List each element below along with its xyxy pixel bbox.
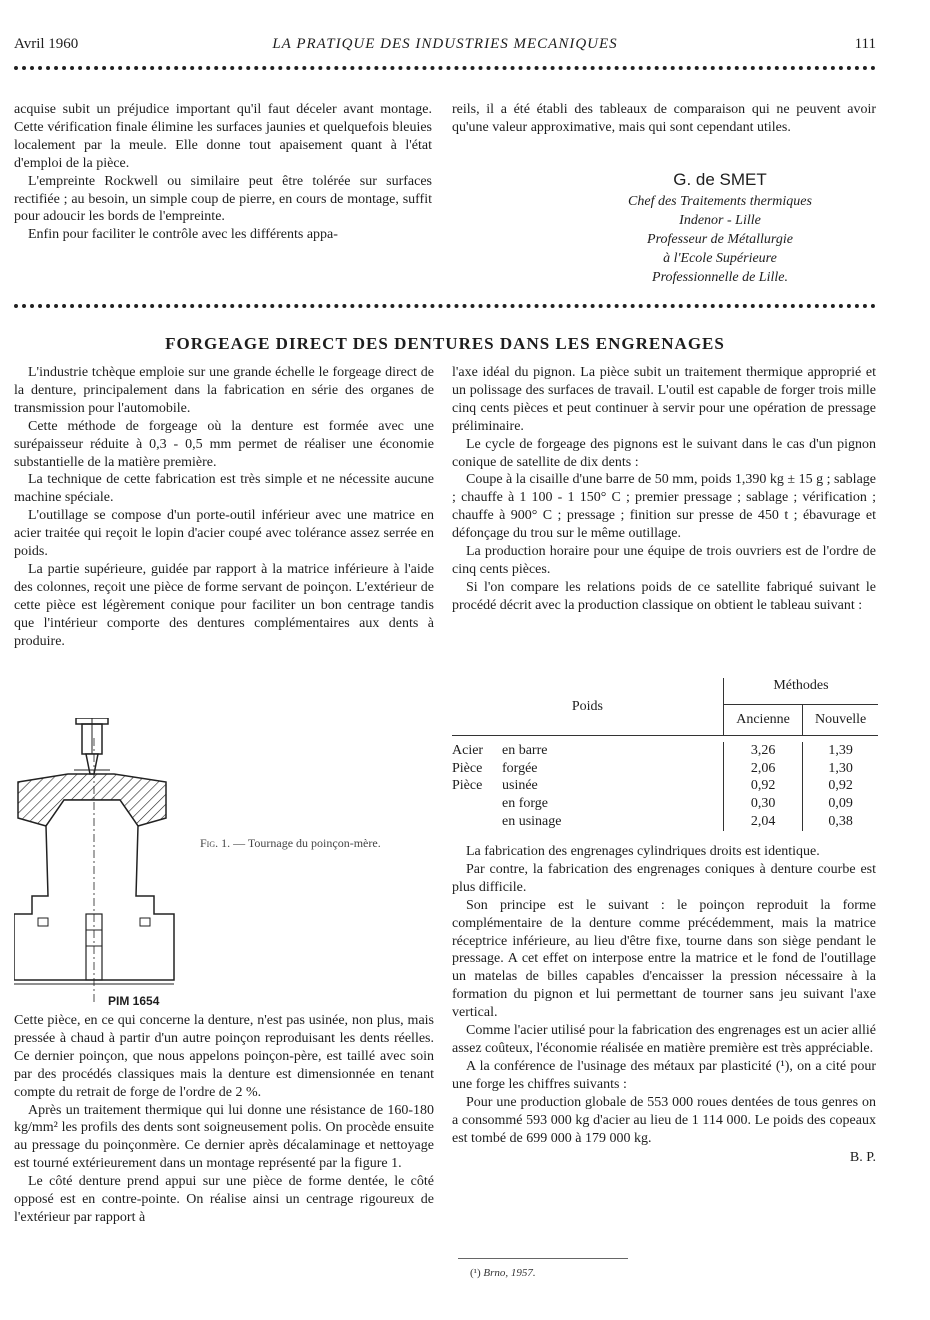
article-left-column-continued [14, 1012, 434, 1227]
figure-caption [200, 836, 440, 851]
figure-label: Fig. 1. [200, 836, 231, 850]
paragraph: reils, il a été établi des tableaux de comparaison qui ne peuvent avoir qu'une valeur approximative, mais qui sont cependant utiles. [452, 102, 876, 135]
paragraph: Cette pièce, en ce qui concerne la denture, n'est pas usinée, non plus, mais pressée à chaud à partir d'un autre poinçon reproduisant les dents réelles. Ce dernier poinçon, que nous appelons poinçon-père, est taillé avec soin par des procédés classiques mais la denture est dimensionnée en tenant compte du retrait de forge de l'ordre de 2 %. [14, 1013, 434, 1100]
table-row [452, 813, 878, 831]
header-date: Avril 1960 [14, 36, 79, 52]
paragraph: Après un traitement thermique qui lui donne une résistance de 160-180 kg/mm² les profils des dents sont soigneusement polis. On procède ensuite au pressage du poinçonmère. Ce dernier après décalaminage et nettoyage est tourné extérieurement dans un montage représenté par la figure 1. [14, 1102, 434, 1172]
table-cell: 0,92 [723, 778, 802, 796]
top-right-column [452, 101, 876, 137]
paragraph: Coupe à la cisaille d'une barre de 50 mm, poids 1,390 kg ± 15 g ; sablage ; chauffe à 1 100 - 1 150° C ; premier pressage ; sablage ; vérification ; chauffe à 900° C ; pressage ; finition sur presse de 450 t ; ébavurage et défonçage du trou sur le même outillage. [452, 472, 876, 542]
footnote-rule [458, 1258, 628, 1259]
header-rule [14, 66, 876, 70]
paragraph: La technique de cette fabrication est très simple et ne nécessite aucune machine spéciale. [14, 472, 434, 506]
section-rule [14, 304, 876, 308]
table-header-nouvelle: Nouvelle [814, 712, 867, 727]
paragraph: A la conférence de l'usinage des métaux par plasticité (¹), on a cité pour une forge les chiffres suivants : [452, 1058, 876, 1092]
table-cell: en barre [502, 742, 723, 760]
paragraph: acquise subit un préjudice important qu'il faut déceler avant montage. Cette vérification finale élimine les surfaces jaunies et quelquefois bleuies localement par la meule. Elle donne tout apaisement quant à l'état d'emploi de la pièce. [14, 102, 432, 171]
table-cell: Acier [452, 742, 484, 758]
footnote [470, 1267, 536, 1279]
table-header-poids: Poids [452, 678, 723, 736]
table-row [452, 795, 878, 813]
paragraph: Par contre, la fabrication des engrenages coniques à denture courbe est plus difficile. [452, 861, 876, 895]
table-cell [452, 795, 502, 813]
table-cell: 0,92 [828, 778, 853, 794]
top-left-column [14, 101, 432, 244]
table-row [452, 742, 878, 760]
figure-code: PIM 1654 [108, 994, 160, 1008]
table-cell: usinée [502, 778, 723, 796]
table-cell: 1,30 [828, 760, 853, 776]
paragraph: l'axe idéal du pignon. La pièce subit un traitement thermique approprié et un polissage des surfaces de travail. L'outil est capable de forger trois mille cinq cents pièces et peut continuer à servir pour une opération de pressage préliminaire. [452, 365, 876, 434]
author-initials: B. P. [849, 1150, 876, 1166]
paragraph: Le côté denture prend appui sur une pièce de forme dentée, le côté opposé est en contre-pointe. On réalise ainsi un centrage rigoureux de l'extérieur par rapport à [14, 1174, 434, 1225]
table-cell: 3,26 [723, 742, 802, 760]
paragraph: Pour une production globale de 553 000 roues dentées de tous genres on a consommé 593 000 kg d'acier au lieu de 1 114 000. Le poids des copeaux est tombé de 699 000 à 179 000 kg. [452, 1094, 876, 1146]
table-header-ancienne: Ancienne [723, 705, 802, 736]
footnote-mark: (¹) [470, 1267, 481, 1279]
signature-block [560, 170, 880, 287]
table-cell: en forge [502, 795, 723, 813]
author-title: Professeur de Métallurgie [647, 232, 793, 247]
author-name: G. de SMET [673, 170, 767, 189]
paragraph: Comme l'acier utilisé pour la fabrication des engrenages est un acier allié assez coûteux, l'économie réalisée en matière première est très appréciable. [452, 1023, 876, 1056]
table-cell: forgée [502, 760, 723, 778]
author-title: à l'Ecole Supérieure [663, 251, 777, 266]
paragraph: Cette méthode de forgeage où la denture est formée avec une surépaisseur réduite à 0,3 - 0,5 mm permet de réaliser une économie substantielle de la matière première. [14, 418, 434, 470]
paragraph: Enfin pour faciliter le contrôle avec les différents appa- [28, 227, 338, 243]
table-cell: 0,09 [828, 796, 853, 812]
paragraph: La fabrication des engrenages cylindriques droits est identique. [466, 844, 820, 859]
paragraph: Son principe est le suivant : le poinçon reproduit la forme complémentaire de la denture comme précédemment, mais la matrice réceptrice inférieure, au lieu d'être fixe, tourne dans son siège pendant le pressage. A cet effet on interpose entre la matrice et le fond de l'outillage un matelas de billes capables d'encaisser la pression nécessaire à la formation du pignon et lui permettant de tourner sans jeu suivant l'axe vertical. [452, 897, 876, 1021]
table-row [452, 778, 878, 796]
header-journal: LA PRATIQUE DES INDUSTRIES MECANIQUES [272, 36, 618, 52]
paragraph: La production horaire pour une équipe de trois ouvriers est de l'ordre de cinq cents pièces. [452, 544, 876, 577]
header-page-number: 111 [854, 36, 876, 52]
table-row [452, 760, 878, 778]
paragraph: Si l'on compare les relations poids de ce satellite fabriqué suivant le procédé décrit avec la production classique on obtient le tableau suivant : [452, 579, 876, 613]
paragraph: L'empreinte Rockwell ou similaire peut être tolérée sur surfaces rectifiée ; au besoin, un simple coup de pierre, en cours de montage, suffit pour adoucir les bords de l'empreinte. [14, 173, 432, 225]
figure-caption-text: — Tournage du poinçon-mère. [233, 836, 381, 850]
footnote-text: Brno, 1957. [483, 1267, 536, 1279]
paragraph: L'industrie tchèque emploie sur une grande échelle le forgeage direct de la denture, principalement dans la fabrication en série des organes de transmission pour l'automobile. [14, 365, 434, 416]
table-cell: Pièce [452, 760, 483, 776]
table-cell: 2,04 [723, 813, 802, 831]
article-right-column-continued [452, 843, 876, 1167]
paragraph: La partie supérieure, guidée par rapport à la matrice inférieure à l'aide des colonnes, reçoit une pièce de forme servant de poinçon. L'extérieur de cette pièce est légèrement conique pour faciliter un bon centrage tandis que l'intérieur comporte des dentures complémentaires aux dents à produire. [14, 561, 434, 649]
table-cell: 1,39 [828, 742, 853, 758]
article-right-column [452, 364, 876, 615]
article-title: FORGEAGE DIRECT DES DENTURES DANS LES ENGRENAGES [165, 334, 725, 353]
paragraph: L'outillage se compose d'un porte-outil inférieur avec une matrice en acier traitée qui reçoit le lopin d'acier coupé avec tolérance assez serrée en poids. [14, 508, 434, 560]
table-cell: 0,30 [723, 795, 802, 813]
table-cell: 2,06 [723, 760, 802, 778]
table-header-methodes: Méthodes [723, 678, 878, 705]
author-title: Chef des Traitements thermiques [628, 194, 812, 209]
paragraph: Le cycle de forgeage des pignons est le suivant dans le cas d'un pignon conique de satellite de dix dents : [452, 436, 876, 470]
table-cell: Pièce [452, 778, 483, 794]
author-title: Indenor - Lille [679, 213, 761, 228]
comparison-table [452, 678, 878, 831]
article-left-column [14, 364, 434, 651]
table-cell: 0,38 [828, 814, 853, 830]
figure-1-drawing [14, 718, 192, 1008]
running-header [14, 36, 876, 54]
table-cell: en usinage [502, 813, 723, 831]
table-cell [452, 813, 502, 831]
author-title: Professionnelle de Lille. [652, 270, 788, 285]
